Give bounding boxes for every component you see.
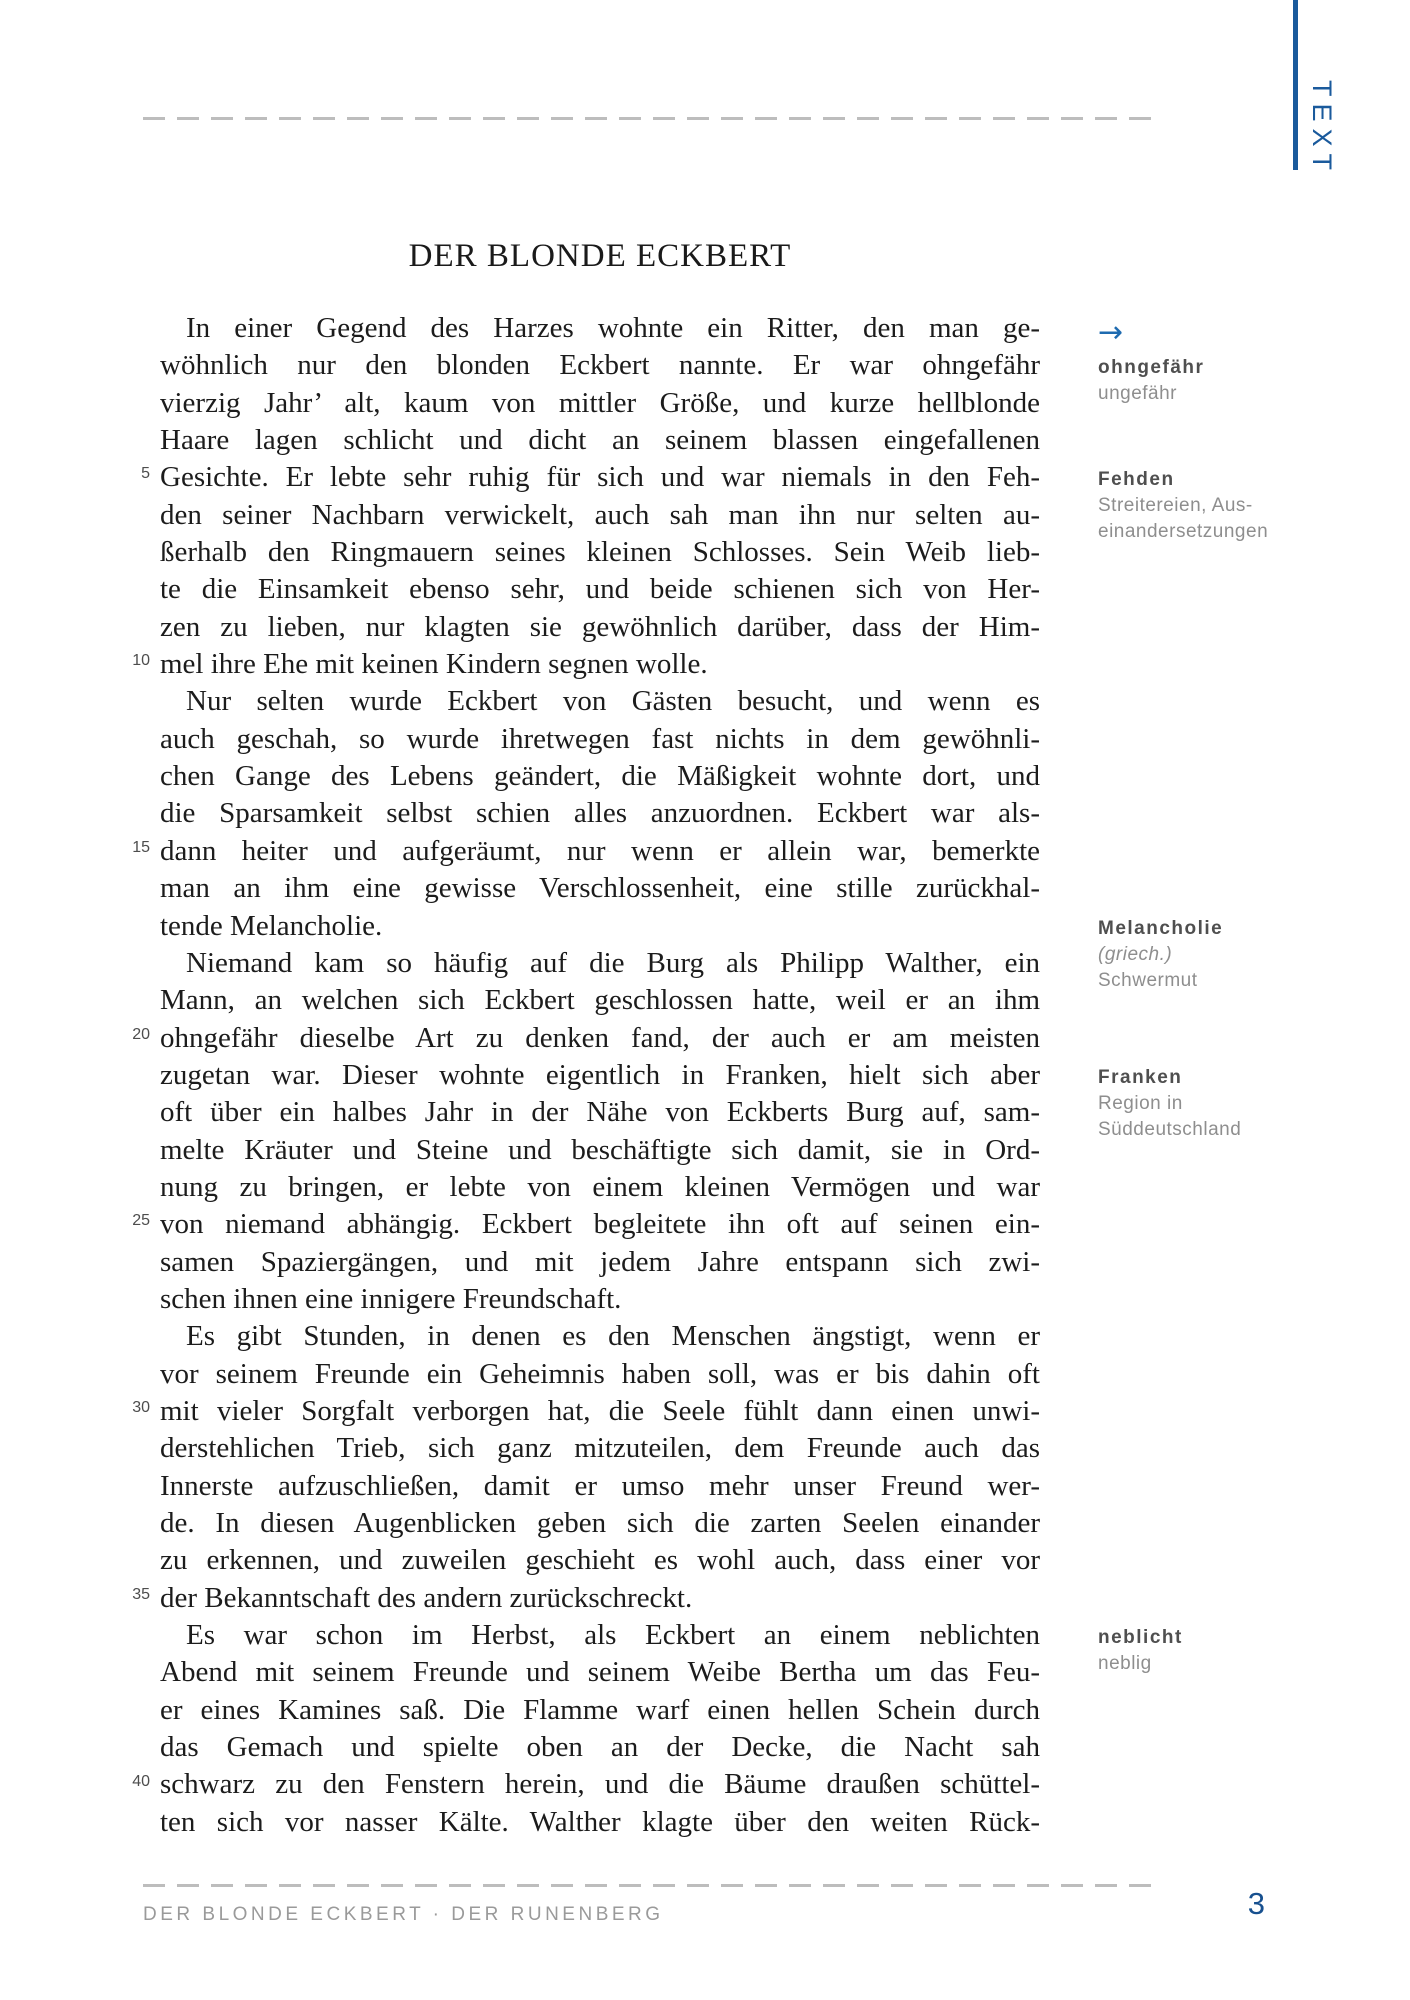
body-text-line: vor seinem Freunde ein Geheimnis haben soll, was er bis dahin oft xyxy=(160,1357,1040,1390)
line-number: 20 xyxy=(132,1025,150,1043)
margin-note-term: ohngefähr xyxy=(1098,357,1205,379)
margin-note-definition: einandersetzungen xyxy=(1098,521,1269,543)
body-text-line: vierzig Jahr’ alt, kaum von mittler Größe, und kurze hellblonde xyxy=(160,386,1040,419)
body-text-line: samen Spaziergängen, und mit jedem Jahre entspann sich zwi- xyxy=(160,1245,1040,1278)
body-text-line: er eines Kamines saß. Die Flamme warf einen hellen Schein durch xyxy=(160,1693,1040,1726)
text-tab-label: TEXT xyxy=(1307,80,1337,178)
body-text-line: derstehlichen Trieb, sich ganz mitzuteilen, dem Freunde auch das xyxy=(160,1432,1040,1465)
margin-note-definition: (griech.) xyxy=(1098,943,1173,965)
margin-note-term: Fehden xyxy=(1098,469,1175,491)
margin-note xyxy=(1098,1625,1333,1677)
margin-note-term: Franken xyxy=(1098,1067,1183,1088)
margin-note xyxy=(1098,315,1333,351)
margin-note-definition: ungefähr xyxy=(1098,383,1178,405)
body-text-line: man an ihm eine gewisse Verschlossenheit, eine stille zurückhal- xyxy=(160,872,1040,905)
margin-note xyxy=(1098,467,1333,545)
body-text-line: Haare lagen schlicht und dicht an seinem blassen eingefallenen xyxy=(160,424,1040,457)
body-text-line: Es gibt Stunden, in denen es den Menschen ängstigt, wenn er xyxy=(186,1320,1040,1353)
line-number: 5 xyxy=(141,465,150,483)
body-text-line: auch geschah, so wurde ihretwegen fast nichts in dem gewöhnli- xyxy=(160,722,1040,755)
body-text-line: die Sparsamkeit selbst schien alles anzuordnen. Eckbert war als- xyxy=(160,797,1040,830)
footer-running-title: DER BLONDE ECKBERT · DER RUNENBERG xyxy=(143,1904,664,1925)
body-text-line: Mann, an welchen sich Eckbert geschlossen hatte, weil er an ihm xyxy=(160,984,1040,1017)
body-text-line: Niemand kam so häufig auf die Burg als Philipp Walther, ein xyxy=(186,946,1040,979)
body-text-line: chen Gange des Lebens geändert, die Mäßigkeit wohnte dort, und xyxy=(160,760,1040,793)
body-text-line: nung zu bringen, er lebte von einem kleinen Vermögen und war xyxy=(160,1170,1040,1203)
body-text-line: zen zu lieben, nur klagten sie gewöhnlich darüber, dass der Him- xyxy=(160,610,1040,643)
bottom-dashed-rule xyxy=(143,1884,1163,1887)
body-text-line: mit vieler Sorgfalt verborgen hat, die Seele fühlt dann einen unwi- xyxy=(160,1394,1040,1427)
line-number: 40 xyxy=(132,1772,150,1790)
body-text-line: den seiner Nachbarn verwickelt, auch sah man ihn nur selten au- xyxy=(160,498,1040,531)
body-text-line: de. In diesen Augenblicken geben sich die zarten Seelen einander xyxy=(160,1507,1040,1539)
body-text-line: oft über ein halbes Jahr in der Nähe von Eckberts Burg auf, sam- xyxy=(160,1096,1040,1129)
body-text-line: ßerhalb den Ringmauern seines kleinen Schlosses. Sein Weib lieb- xyxy=(160,536,1040,569)
margin-note-term: Melancholie xyxy=(1098,917,1224,939)
line-number: 15 xyxy=(132,838,150,856)
body-text-line: Abend mit seinem Freunde und seinem Weibe Bertha um das Feu- xyxy=(160,1656,1040,1689)
body-text-line: wöhnlich nur den blonden Eckbert nannte. Er war ohngefähr xyxy=(160,349,1040,382)
margin-note-definition: Süddeutschland xyxy=(1098,1119,1242,1140)
body-text-line: zu erkennen, und zuweilen geschieht es wohl auch, dass einer vor xyxy=(160,1544,1040,1577)
body-text-line: dann heiter und aufgeräumt, nur wenn er allein war, bemerkte xyxy=(160,834,1040,867)
margin-note-definition: Schwermut xyxy=(1098,969,1198,991)
margin-note-definition: Region in xyxy=(1098,1093,1183,1114)
page-title: DER BLONDE ECKBERT xyxy=(408,238,792,274)
body-text-line: tende Melancholie. xyxy=(160,909,383,942)
line-number: 30 xyxy=(132,1399,150,1417)
line-number: 25 xyxy=(132,1212,150,1230)
arrow-right-icon: → xyxy=(1098,315,1124,350)
body-text-line: melte Kräuter und Steine und beschäftigte sich damit, sie in Ord- xyxy=(160,1133,1040,1166)
margin-note-definition: neblig xyxy=(1098,1653,1152,1675)
page-number: 3 xyxy=(1247,1886,1265,1921)
body-text xyxy=(160,310,1040,1841)
body-text-line: Innerste aufzuschließen, damit er umso mehr unser Freund wer- xyxy=(160,1469,1040,1502)
margin-note xyxy=(1098,916,1333,994)
body-text-line: Nur selten wurde Eckbert von Gästen besucht, und wenn es xyxy=(186,685,1040,718)
margin-note xyxy=(1098,355,1333,407)
body-text-line: ohngefähr dieselbe Art zu denken fand, der auch er am meisten xyxy=(160,1021,1040,1054)
body-text-line: von niemand abhängig. Eckbert begleitete ihn oft auf seinen ein- xyxy=(160,1208,1040,1241)
text-tab-rule xyxy=(1293,0,1298,170)
body-text-line: das Gemach und spielte oben an der Decke, die Nacht sah xyxy=(160,1731,1040,1764)
body-text-line: mel ihre Ehe mit keinen Kindern segnen wolle. xyxy=(160,648,708,681)
margin-note-term: neblicht xyxy=(1098,1627,1183,1649)
body-text-line: In einer Gegend des Harzes wohnte ein Ritter, den man ge- xyxy=(186,312,1040,344)
body-text-line: Gesichte. Er lebte sehr ruhig für sich und war niemals in den Feh- xyxy=(160,461,1040,494)
body-text-line: zugetan war. Dieser wohnte eigentlich in Franken, hielt sich aber xyxy=(160,1058,1040,1091)
body-text-line: schwarz zu den Fenstern herein, und die Bäume draußen schüttel- xyxy=(160,1768,1040,1801)
line-number: 10 xyxy=(132,652,150,670)
body-text-line: te die Einsamkeit ebenso sehr, und beide schienen sich von Her- xyxy=(160,573,1040,606)
top-dashed-rule xyxy=(143,117,1163,120)
body-text-line: ten sich vor nasser Kälte. Walther klagte über den weiten Rück- xyxy=(160,1805,1040,1838)
body-text-line: der Bekanntschaft des andern zurückschreckt. xyxy=(160,1581,693,1614)
line-number: 35 xyxy=(132,1585,150,1603)
margin-note xyxy=(1098,1065,1333,1143)
body-text-line: schen ihnen eine innigere Freundschaft. xyxy=(160,1282,622,1315)
body-text-line: Es war schon im Herbst, als Eckbert an einem neblichten xyxy=(186,1619,1040,1652)
margin-note-definition: Streitereien, Aus- xyxy=(1098,495,1253,517)
